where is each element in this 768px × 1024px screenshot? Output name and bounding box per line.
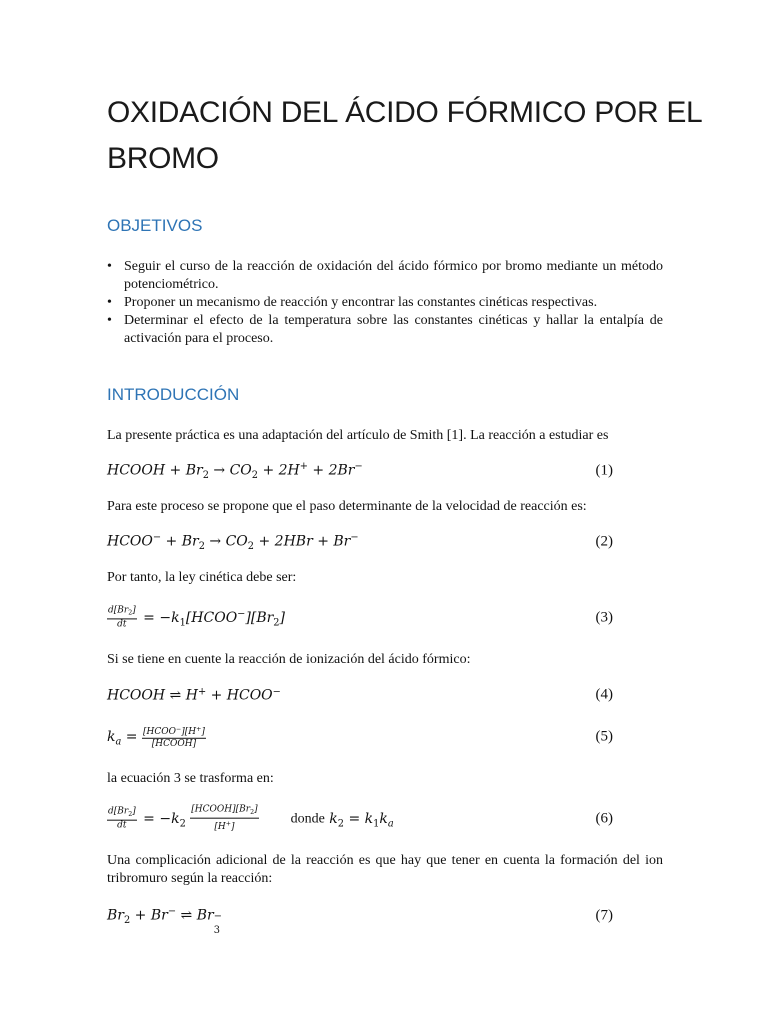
equation-7-math: $Br_2 + Br^-$ ⇌ Br − 3 xyxy=(107,906,222,936)
equation-3 xyxy=(107,601,613,635)
equation-6 xyxy=(107,802,613,836)
fraction: $\frac{d[Br_2]}{dt}$ xyxy=(108,806,136,831)
objectives-heading: OBJETIVOS xyxy=(107,216,203,235)
fraction: $\frac{[HCOOH][Br_2]}{[H^+]}$ xyxy=(191,804,258,833)
equation-4 xyxy=(107,678,613,712)
equation-5-number: (5) xyxy=(595,728,613,745)
introduction-heading: INTRODUCCIÓN xyxy=(107,385,240,404)
objective-text: Determinar el efecto de la temperatura sobre las constantes cinéticas y hallar la entalpía de activación para el proceso. xyxy=(124,313,663,346)
intro-paragraph-3: Por tanto, la ley cinética debe ser: xyxy=(107,570,297,585)
fraction: $\frac{d[Br_2]}{dt}$ xyxy=(108,605,136,630)
objective-item xyxy=(107,294,663,312)
equation-1-number: (1) xyxy=(595,462,613,479)
equation-3-number: (3) xyxy=(595,609,613,626)
equation-2-number: (2) xyxy=(595,533,613,550)
equation-3-math: $\frac{d[Br_2]}{dt}$ = $-k_1[HCOO^-][Br_2]$ xyxy=(108,605,285,630)
equation-2-math: HCOO− + $Br_2 \to CO_2 + 2HBr + Br^-$ xyxy=(107,532,359,552)
equation-1 xyxy=(107,454,613,488)
donde-label: donde xyxy=(290,812,325,827)
document-title: OXIDACIÓN DEL ÁCIDO FÓRMICO POR EL BROMO xyxy=(107,96,702,175)
intro-paragraph-6: Una complicación adicional de la reacción es que hay que tener en cuenta la formación del ion tribromuro según la reacción: xyxy=(107,853,663,886)
intro-paragraph-5: la ecuación 3 se trasforma en: xyxy=(107,771,274,786)
equation-1-math: HCOOH + $Br_2 \to CO_2 + 2H^+ + 2Br^-$ xyxy=(107,461,363,481)
equation-7-number: (7) xyxy=(595,907,613,924)
equation-5 xyxy=(107,720,613,754)
equation-4-number: (4) xyxy=(595,686,613,703)
equation-6-math: $\frac{d[Br_2]}{dt}$ = $-k_2$ $\frac{[HCOOH][Br_2]}{[H^+]}$ donde $k_2 = k_1k_a$ xyxy=(108,804,394,833)
intro-paragraph-1: La presente práctica es una adaptación del artículo de Smith [1]. La reacción a estudiar es xyxy=(107,428,609,443)
equation-2 xyxy=(107,525,613,559)
equation-6-number: (6) xyxy=(595,810,613,827)
equation-4-math: HCOOH ⇌ H+ + HCOO− xyxy=(107,686,281,704)
intro-paragraph-4: Si se tiene en cuente la reacción de ionización del ácido fórmico: xyxy=(107,652,471,667)
objectives-list xyxy=(107,258,663,348)
bullet-icon: • xyxy=(107,313,112,328)
objective-item xyxy=(107,312,663,348)
objective-text: Proponer un mecanismo de reacción y encontrar las constantes cinéticas respectivas. xyxy=(124,295,598,310)
equation-5-math: $k_a$ = $\frac{[HCOO^-][H^+]}{\text{[HCOOH]}}$ xyxy=(107,725,205,750)
objective-item xyxy=(107,258,663,294)
objective-text: Seguir el curso de la reacción de oxidación del ácido fórmico por bromo mediante un método potenciométrico. xyxy=(124,259,663,292)
bullet-icon: • xyxy=(107,259,112,274)
fraction: $\frac{[HCOO^-][H^+]}{\text{[HCOOH]}}$ xyxy=(142,725,205,750)
bullet-icon: • xyxy=(107,295,112,310)
intro-paragraph-2: Para este proceso se propone que el paso determinante de la velocidad de reacción es: xyxy=(107,499,587,514)
equation-7 xyxy=(107,899,613,936)
